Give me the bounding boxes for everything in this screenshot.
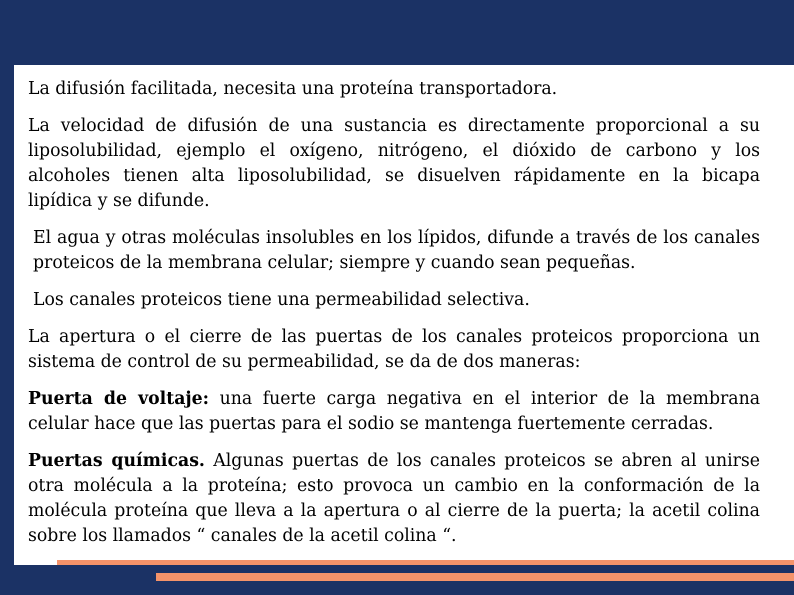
paragraph-chemical-gate: [28, 449, 760, 549]
paragraph-diffusion-rate: La velocidad de difusión de una sustancia es directamente proporcional a su liposolubilidad, ejemplo el oxígeno, nitrógeno, el dióxido de carbono y los alcoholes tienen alta liposolubilidad, se disuelven rápidamente en la bicapa lipídica y se difunde.: [28, 116, 760, 211]
voltage-gate-term: Puerta de voltaje:: [28, 389, 210, 409]
accent-bar-top: [57, 560, 794, 565]
chemical-gate-term: Puertas químicas.: [28, 451, 205, 471]
voltage-gate-text: una fuerte carga negativa en el interior de la membrana celular hace que las puertas para el sodio se mantenga fuertemente cerradas.: [28, 389, 761, 434]
accent-bar-bottom: [156, 573, 794, 581]
slide-text: [28, 77, 760, 561]
paragraph-water-channels: El agua y otras moléculas insolubles en los lípidos, difunde a través de los canales proteicos de la membrana celular; siempre y cuando sean pequeñas.: [33, 228, 760, 273]
paragraph-facilitated-diffusion: La difusión facilitada, necesita una proteína transportadora.: [28, 79, 558, 99]
paragraph-voltage-gate: [28, 387, 760, 437]
paragraph-selective-permeability: Los canales proteicos tiene una permeabilidad selectiva.: [33, 290, 530, 310]
chemical-gate-text: Algunas puertas de los canales proteicos se abren al unirse otra molécula a la proteína; esto provoca un cambio en la conformación de la molécula proteína que lleva a la apertura o al cierre de la puerta; la acetil colina sobre los llamados “ canales de la acetil colina “.: [28, 451, 760, 546]
paragraph-gate-control: La apertura o el cierre de las puertas de los canales proteicos proporciona un sistema de control de su permeabilidad, se da de dos maneras:: [28, 327, 760, 372]
